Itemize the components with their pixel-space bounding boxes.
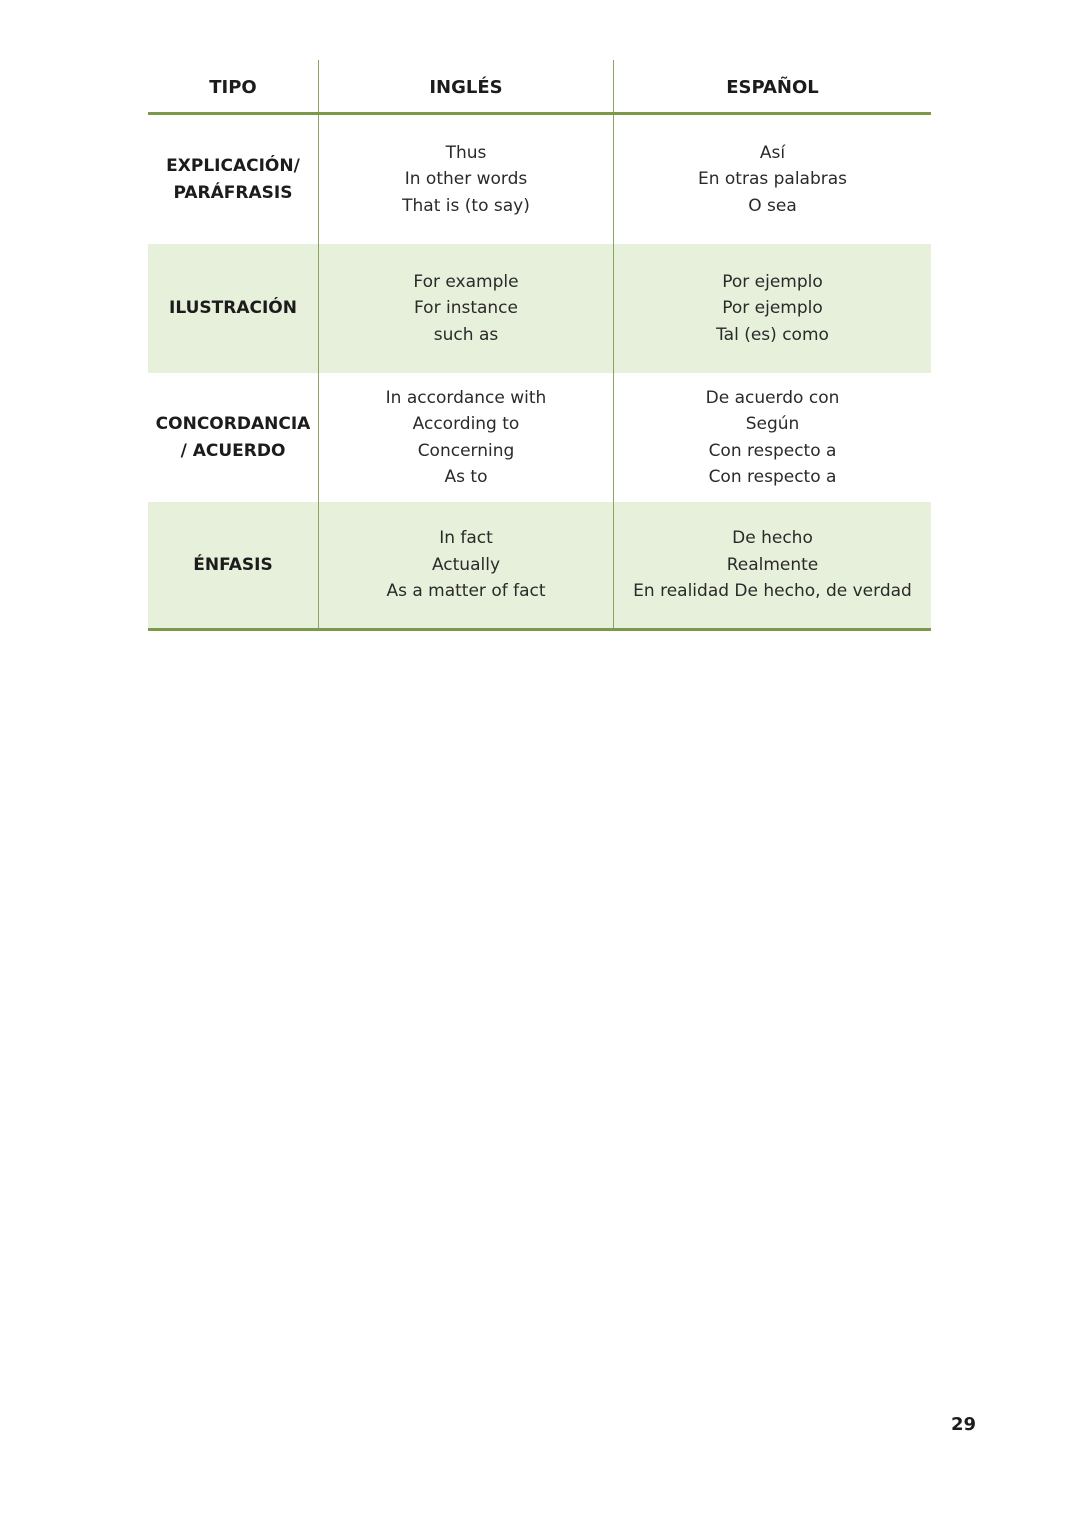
english-phrase: such as (433, 324, 499, 345)
english-phrase: As to (444, 467, 488, 487)
header-tipo: TIPO (148, 60, 319, 112)
header-ingles: INGLÉS (319, 60, 614, 112)
english-phrase: That is (to say) (402, 195, 530, 216)
type-cell (148, 244, 319, 373)
type-cell (148, 373, 319, 502)
spanish-cell (614, 115, 931, 244)
type-label: ÉNFASIS (193, 554, 273, 575)
spanish-phrase: Por ejemplo (722, 298, 823, 319)
english-phrase: In accordance with (385, 387, 547, 408)
spanish-phrase: Por ejemplo (722, 271, 823, 292)
english-phrase: In fact (439, 528, 493, 549)
english-phrase: Concerning (417, 440, 515, 461)
english-cell (319, 373, 614, 502)
table-row (148, 502, 931, 631)
spanish-phrase: Tal (es) como (716, 324, 829, 345)
spanish-cell (614, 244, 931, 373)
spanish-cell (614, 373, 931, 502)
english-phrase: Thus (445, 142, 487, 163)
table-row (148, 373, 931, 502)
type-label: CONCORDANCIA / ACUERDO (155, 413, 311, 461)
english-cell (319, 115, 614, 244)
spanish-phrase: Según (745, 414, 800, 434)
spanish-phrase: En realidad De hecho, de verdad (633, 581, 912, 602)
page-number: 29 (950, 1414, 976, 1435)
spanish-phrase: En otras palabras (697, 169, 848, 190)
type-cell (148, 115, 319, 244)
english-cell (319, 502, 614, 628)
english-cell (319, 244, 614, 373)
spanish-phrase: O sea (748, 195, 797, 216)
type-cell (148, 502, 319, 628)
type-label: ILUSTRACIÓN (169, 298, 297, 318)
table-row (148, 244, 931, 373)
spanish-phrase: Realmente (726, 554, 819, 575)
spanish-phrase: Con respecto a (708, 467, 837, 487)
english-phrase: As a matter of fact (386, 581, 546, 602)
connectors-table (148, 60, 931, 631)
spanish-phrase: De hecho (732, 528, 813, 549)
english-phrase: For example (413, 271, 519, 292)
english-phrase: Actually (431, 554, 501, 575)
spanish-phrase: Así (759, 142, 786, 163)
spanish-phrase: Con respecto a (708, 440, 837, 461)
type-label: EXPLICACIÓN/ PARÁFRASIS (166, 155, 300, 203)
english-phrase: According to (412, 414, 520, 434)
table-row (148, 115, 931, 244)
spanish-phrase: De acuerdo con (705, 387, 840, 408)
english-phrase: In other words (404, 169, 528, 190)
english-phrase: For instance (414, 298, 518, 319)
table-header-row (148, 60, 931, 115)
spanish-cell (614, 502, 931, 628)
header-espanol: ESPAÑOL (726, 77, 819, 98)
